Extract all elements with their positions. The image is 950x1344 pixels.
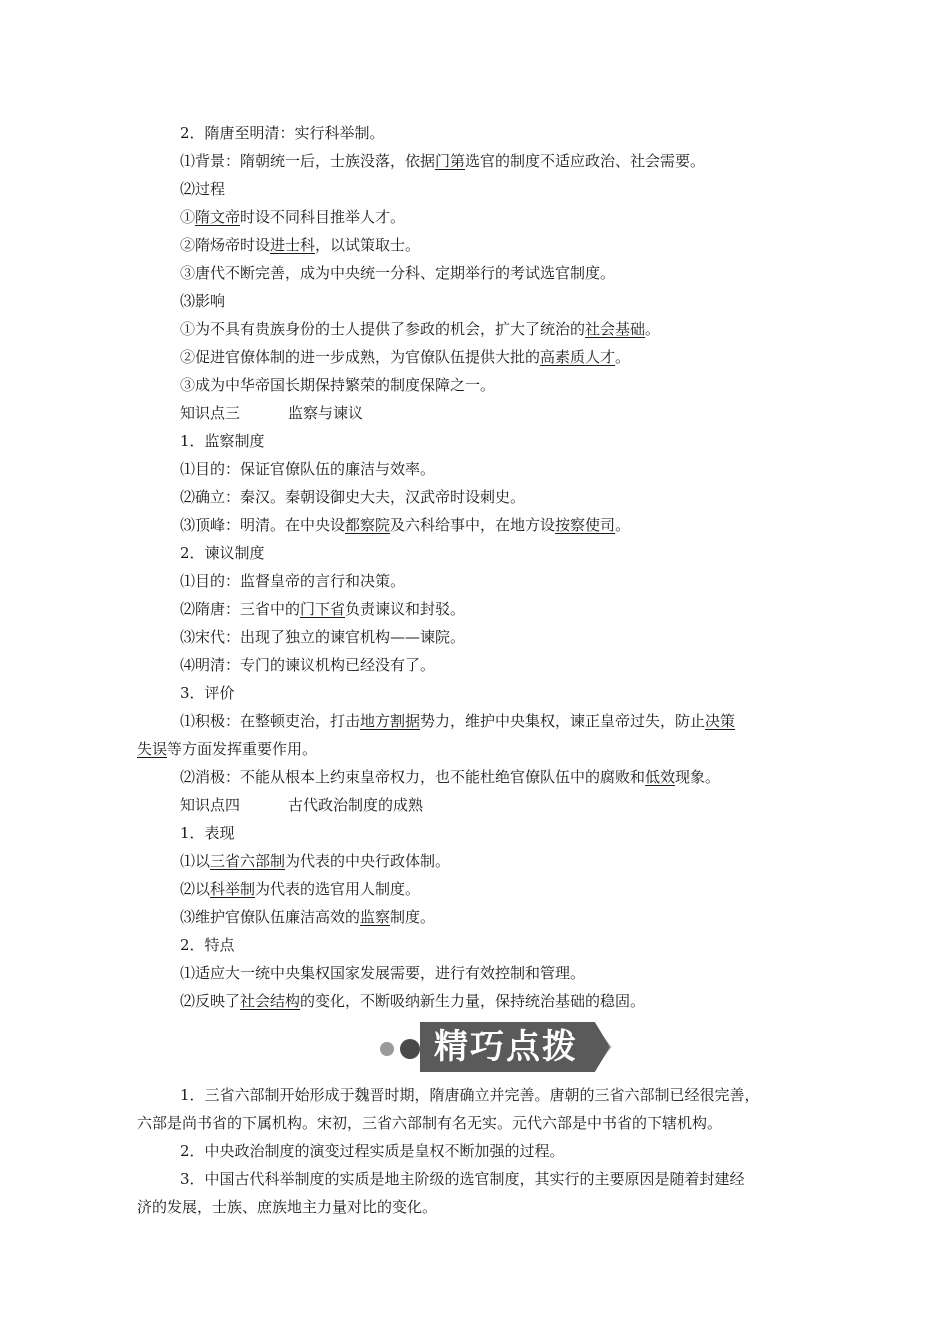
text-line: ⑴适应大一统中央集权国家发展需要，进行有效控制和管理。 <box>180 964 586 982</box>
text-line: ⑴积极：在整顿吏治，打击地方割据势力，维护中央集权，谏正皇帝过失，防止决策 <box>180 712 736 730</box>
text-line: ⑴背景：隋朝统一后，士族没落，依据门第选官的制度不适应政治、社会需要。 <box>180 152 706 170</box>
text-line: ⑶影响 <box>180 292 226 310</box>
text-line: ⑴以三省六部制为代表的中央行政体制。 <box>180 852 451 870</box>
underlined-term: 决策 <box>705 712 736 730</box>
tip-line: 2．中央政治制度的演变过程实质是皇权不断加强的过程。 <box>180 1142 565 1160</box>
text-line: 2．特点 <box>180 936 235 954</box>
underlined-term: 社会基础 <box>585 320 646 338</box>
text-line: ①为不具有贵族身份的士人提供了参政的机会，扩大了统治的社会基础。 <box>180 320 661 338</box>
text-line: ⑴目的：保证官僚队伍的廉洁与效率。 <box>180 460 436 478</box>
underlined-term: 低效 <box>645 768 676 786</box>
text-line: ③唐代不断完善，成为中央统一分科、定期举行的考试选官制度。 <box>180 264 616 282</box>
text-line: 2．隋唐至明清：实行科举制。 <box>180 124 385 142</box>
text-line: ⑴目的：监督皇帝的言行和决策。 <box>180 572 406 590</box>
section-heading: 知识点三 监察与谏议 <box>180 404 364 422</box>
text-line: ⑵以科举制为代表的选官用人制度。 <box>180 880 421 898</box>
text-line: ⑶宋代：出现了独立的谏官机构——谏院。 <box>180 628 466 646</box>
underlined-term: 隋文帝 <box>195 208 241 226</box>
text-line: ⑵消极：不能从根本上约束皇帝权力，也不能杜绝官僚队伍中的腐败和低效现象。 <box>180 768 721 786</box>
banner-title: 精巧点拨 <box>434 1027 578 1067</box>
text-line: ⑷明清：专门的谏议机构已经没有了。 <box>180 656 436 674</box>
underlined-term: 门第 <box>435 152 466 170</box>
text-line: 失误等方面发挥重要作用。 <box>137 740 318 758</box>
underlined-term: 三省六部制 <box>210 852 286 870</box>
tip-line: 六部是尚书省的下属机构。宋初，三省六部制有名无实。元代六部是中书省的下辖机构。 <box>137 1114 723 1132</box>
text-line: 1．监察制度 <box>180 432 265 450</box>
underlined-term: 社会结构 <box>240 992 301 1010</box>
section-heading: 知识点四 古代政治制度的成熟 <box>180 796 424 814</box>
text-line: ⑶维护官僚队伍廉洁高效的监察制度。 <box>180 908 436 926</box>
underlined-term: 高素质人才 <box>540 348 616 366</box>
text-line: 3．评价 <box>180 684 235 702</box>
underlined-term: 门下省 <box>300 600 346 618</box>
text-line: ①隋文帝时设不同科目推举人才。 <box>180 208 406 226</box>
underlined-term: 失误 <box>137 740 168 758</box>
text-line: ⑵反映了社会结构的变化，不断吸纳新生力量，保持统治基础的稳固。 <box>180 992 646 1010</box>
underlined-term: 监察 <box>360 908 391 926</box>
text-line: ②促进官僚体制的进一步成熟，为官僚队伍提供大批的高素质人才。 <box>180 348 631 366</box>
tip-line: 3．中国古代科举制度的实质是地主阶级的选官制度，其实行的主要原因是随着封建经 <box>180 1170 745 1188</box>
underlined-term: 按察使司 <box>555 516 616 534</box>
text-line: 2．谏议制度 <box>180 544 265 562</box>
text-line: ⑵隋唐：三省中的门下省负责谏议和封驳。 <box>180 600 466 618</box>
text-line: ⑶顶峰：明清。在中央设都察院及六科给事中，在地方设按察使司。 <box>180 516 631 534</box>
section-banner <box>380 1020 616 1074</box>
tip-line: 济的发展，士族、庶族地主力量对比的变化。 <box>137 1198 438 1216</box>
text-line: ⑵过程 <box>180 180 226 198</box>
banner-dot-decoration <box>400 1039 420 1059</box>
text-line: 1．表现 <box>180 824 235 842</box>
text-line: ③成为中华帝国长期保持繁荣的制度保障之一。 <box>180 376 496 394</box>
text-line: ⑵确立：秦汉。秦朝设御史大夫，汉武帝时设刺史。 <box>180 488 526 506</box>
underlined-term: 地方割据 <box>360 712 421 730</box>
banner-dot-decoration <box>380 1042 394 1056</box>
underlined-term: 科举制 <box>210 880 256 898</box>
text-line: ②隋炀帝时设进士科，以试策取士。 <box>180 236 421 254</box>
underlined-term: 进士科 <box>270 236 316 254</box>
underlined-term: 都察院 <box>345 516 391 534</box>
tip-line: 1．三省六部制开始形成于魏晋时期，隋唐确立并完善。唐朝的三省六部制已经很完善， <box>180 1086 760 1104</box>
